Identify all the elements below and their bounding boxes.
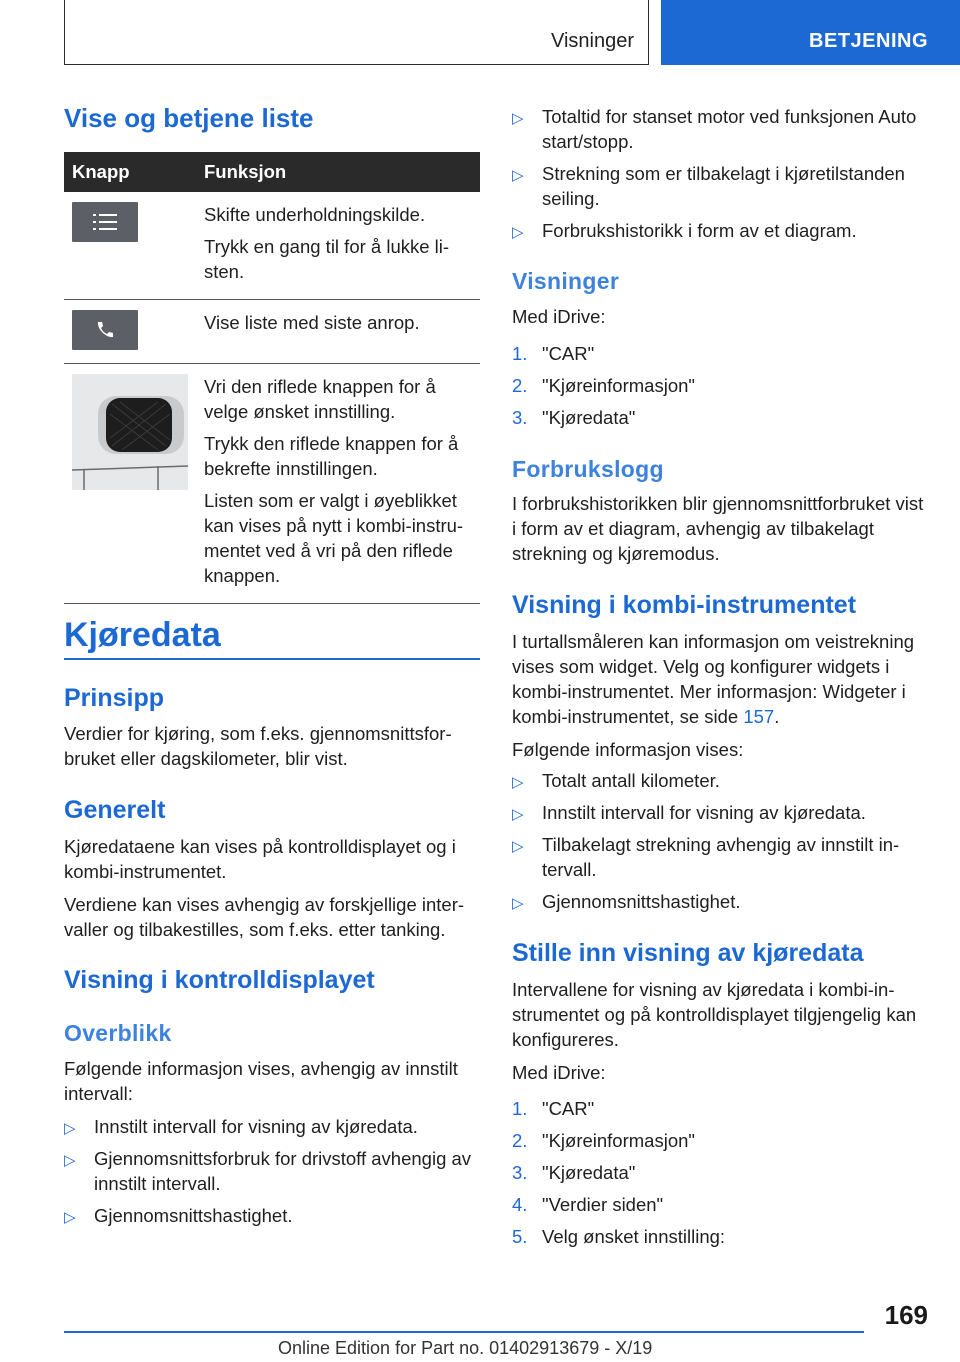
set-intro: Med iDrive:	[512, 1062, 606, 1083]
general-text-1: Kjøredataene kan vises på kontrolldisplayet og i kombi-instrumentet.	[64, 836, 456, 882]
function-text: Vri den riflede knappen for å velge ønsket innstilling.	[204, 376, 436, 422]
triangle-bullet-icon: ▷	[512, 838, 524, 855]
principle-text: Verdier for kjøring, som f.eks. gjennomsnittsfor-bruket eller dagskilometer, blir vist.	[64, 723, 452, 769]
chapter-title: BETJENING	[809, 30, 928, 52]
top-list	[512, 104, 928, 250]
log-text: I forbrukshistorikken blir gjennomsnittforbruket vist i form av et diagram, avhengig av tilbakelagt strekning og kjøremodus.	[512, 493, 924, 564]
footer-rule	[64, 1331, 864, 1333]
overview-list	[64, 1114, 480, 1235]
triangle-bullet-icon: ▷	[512, 895, 524, 912]
list-item: ▷ Forbrukshistorikk i form av et diagram.	[512, 218, 928, 243]
general-heading: Generelt	[64, 796, 166, 824]
running-header	[64, 0, 649, 65]
display-heading: Visning i kontrolldisplayet	[64, 966, 375, 994]
list-heading: Vise og betjene liste	[64, 103, 314, 133]
list-item: ▷ Gjennomsnittsforbruk for drivstoff avhengig av innstilt intervall.	[64, 1148, 472, 1194]
list-item: ▷ Totaltid for stanset motor ved funksjonen Auto start/stopp.	[512, 106, 917, 152]
function-text: Listen som er valgt i øyeblikket kan vises på nytt i kombi-instru-mentet ved å vri på den riflede knappen.	[204, 490, 464, 586]
views-heading: Visninger	[512, 268, 620, 294]
set-steps	[512, 1096, 928, 1256]
cluster-info: Følgende informasjon vises:	[512, 739, 744, 760]
set-heading: Stille inn visning av kjøredata	[512, 939, 864, 967]
page-link[interactable]: 157	[743, 706, 775, 727]
list-item: ▷ Innstilt intervall for visning av kjøredata.	[512, 800, 928, 825]
col-header-button: Knapp	[64, 152, 196, 192]
principle-heading: Prinsipp	[64, 684, 165, 712]
function-text: Vise liste med siste anrop.	[204, 312, 420, 333]
general-text-2: Verdiene kan vises avhengig av forskjellige inter-valler og tilbakestilles, som f.eks. etter tanking.	[64, 894, 465, 940]
cluster-list	[512, 768, 928, 921]
list-item: ▷ Innstilt intervall for visning av kjøredata.	[64, 1114, 480, 1139]
list-item: 2. "Kjøreinformasjon"	[512, 1130, 695, 1151]
triangle-bullet-icon: ▷	[512, 774, 524, 791]
table-row	[64, 300, 480, 364]
list-item: 3. "Kjøredata"	[512, 407, 636, 428]
function-table	[64, 152, 480, 604]
triangle-bullet-icon: ▷	[64, 1209, 76, 1226]
cluster-text: I turtallsmåleren kan informasjon om veistrekning vises som widget. Velg og konfigurer widgets i kombi-instrumentet. Mer informasjon: Widgeter i kombi-instrumentet, se side 157.	[512, 631, 915, 727]
table-row	[64, 364, 480, 604]
function-text: Trykk en gang til for å lukke li-sten.	[204, 236, 450, 282]
triangle-bullet-icon: ▷	[512, 224, 524, 241]
page-title: Kjøredata	[64, 616, 221, 654]
list-item: 1. "CAR"	[512, 1098, 595, 1119]
set-text: Intervallene for visning av kjøredata i kombi-in-strumentet og på kontrolldisplayet tilgjengelig kan konfigureres.	[512, 979, 917, 1050]
list-item: 4. "Verdier siden"	[512, 1194, 664, 1215]
col-header-function: Funksjon	[196, 152, 480, 192]
list-item: ▷ Totalt antall kilometer.	[512, 768, 928, 793]
function-text: Skifte underholdningskilde.	[204, 204, 426, 225]
section-title: Visninger	[550, 30, 634, 52]
list-item: ▷ Gjennomsnittshastighet.	[512, 889, 928, 914]
table-row	[64, 192, 480, 300]
list-item: ▷ Strekning som er tilbakelagt i kjøretilstanden seiling.	[512, 163, 905, 209]
views-steps	[512, 341, 928, 437]
phone-icon	[72, 310, 138, 350]
list-item: 3. "Kjøredata"	[512, 1162, 636, 1183]
triangle-bullet-icon: ▷	[512, 167, 524, 184]
triangle-bullet-icon: ▷	[64, 1152, 76, 1169]
list-item: ▷ Tilbakelagt strekning avhengig av innstilt in-tervall.	[512, 834, 900, 880]
overview-heading: Overblikk	[64, 1020, 172, 1046]
list-item: ▷ Gjennomsnittshastighet.	[64, 1203, 480, 1228]
triangle-bullet-icon: ▷	[64, 1120, 76, 1137]
list-icon	[72, 202, 138, 242]
views-intro: Med iDrive:	[512, 306, 606, 327]
function-text: Trykk den riflede knappen for å bekrefte innstillingen.	[204, 433, 459, 479]
knob-icon	[72, 374, 188, 490]
log-heading: Forbrukslogg	[512, 456, 664, 482]
chapter-tab	[661, 0, 960, 65]
triangle-bullet-icon: ▷	[512, 806, 524, 823]
cluster-heading: Visning i kombi-instrumentet	[512, 591, 857, 619]
page-number: 169	[884, 1300, 928, 1330]
footer-text: Online Edition for Part no. 01402913679 - X/19	[278, 1338, 653, 1358]
title-rule	[64, 658, 480, 660]
triangle-bullet-icon: ▷	[512, 110, 524, 127]
overview-text: Følgende informasjon vises, avhengig av innstilt intervall:	[64, 1058, 458, 1104]
list-item: 1. "CAR"	[512, 343, 595, 364]
list-item: 2. "Kjøreinformasjon"	[512, 375, 695, 396]
list-item: 5. Velg ønsket innstilling:	[512, 1226, 726, 1247]
